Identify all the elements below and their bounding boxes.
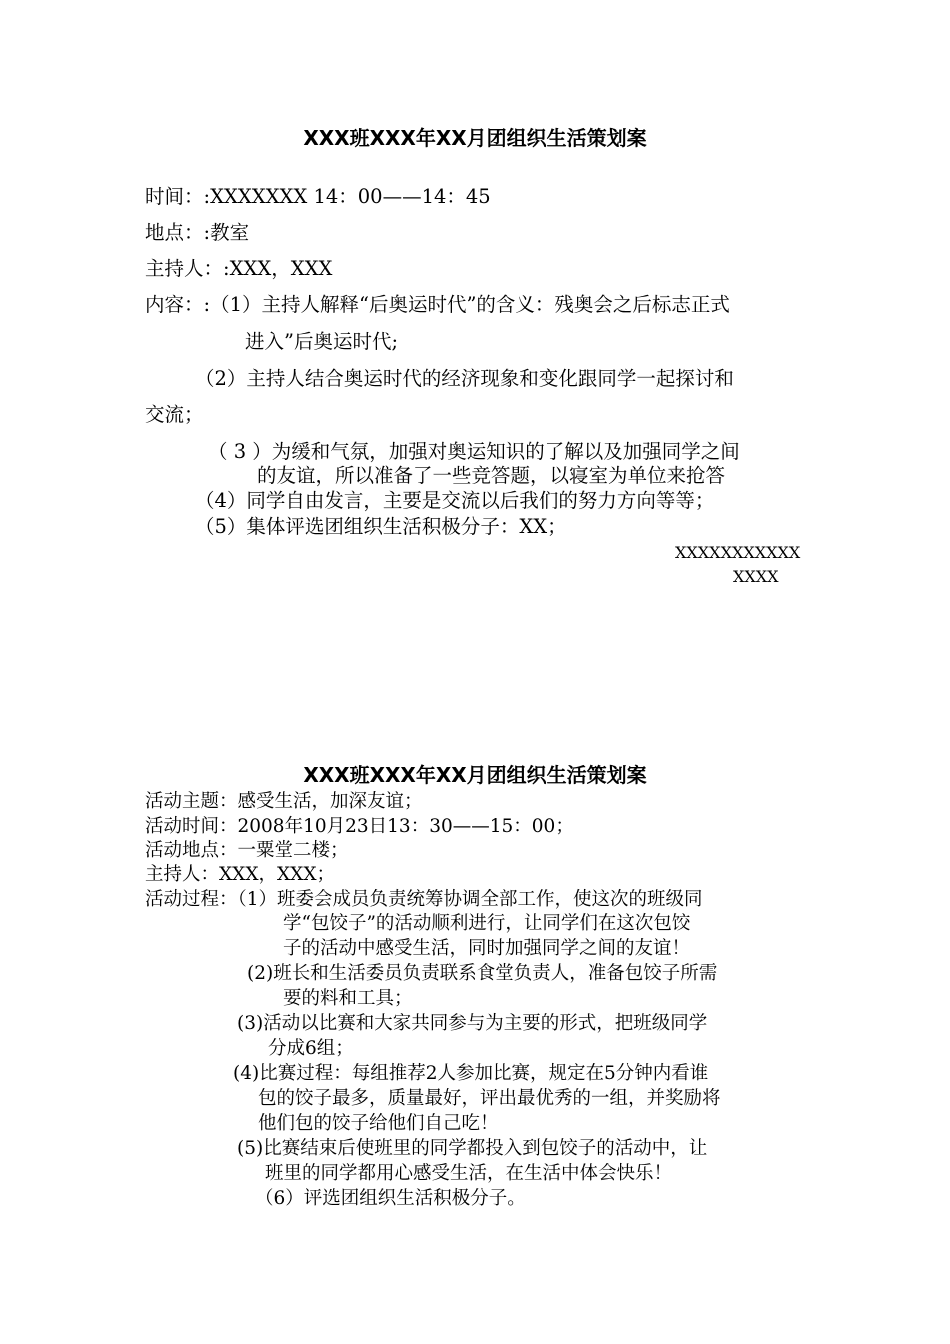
plan-1-content-item-1: 内容：:（1）主持人解释“后奥运时代”的含义：残奥会之后标志正式	[145, 293, 730, 316]
plan-2-process-item-5-cont: 班里的同学都用心感受生活，在生活中体会快乐！	[265, 1163, 673, 1184]
plan-1-content-item-2: （2）主持人结合奥运时代的经济现象和变化跟同学一起探讨和	[195, 367, 734, 390]
plan-2-process-item-1: 活动过程：（1）班委会成员负责统筹协调全部工作，使这次的班级同	[145, 889, 703, 910]
plan-1-signature-org: XXXXXXXXXXX	[675, 543, 801, 562]
plan-1-content-item-1-cont: 进入”后奥运时代;	[245, 330, 399, 353]
plan-1-host: 主持人：:XXX，XXX	[145, 257, 333, 280]
plan-2-process-item-6: （6）评选团组织生活积极分子。	[255, 1188, 526, 1209]
plan-2-process-item-3: (3)活动以比赛和大家共同参与为主要的形式，把班级同学	[237, 1013, 708, 1034]
plan-2-process-item-4: (4)比赛过程：每组推荐2人参加比赛，规定在5分钟内看谁	[233, 1063, 709, 1084]
plan-2-process-item-2-cont: 要的料和工具；	[283, 988, 413, 1009]
plan-2-theme: 活动主题：感受生活，加深友谊；	[145, 791, 423, 812]
plan-2-process-item-2: (2)班长和生活委员负责联系食堂负责人，准备包饺子所需	[247, 963, 718, 984]
plan-1-content-item-2-cont: 交流；	[145, 403, 204, 426]
plan-2-title: XXX班XXX年XX月团组织生活策划案	[303, 763, 647, 787]
plan-2-process-item-4-cont2: 他们包的饺子给他们自己吃！	[258, 1113, 499, 1134]
plan-1-place: 地点：:教室	[145, 221, 250, 244]
plan-2-process-item-1-cont: 学“包饺子”的活动顺利进行，让同学们在这次包饺	[283, 913, 691, 934]
plan-1-content-item-3-cont: 的友谊，所以准备了一些竞答题，以寝室为单位来抢答	[257, 464, 726, 487]
plan-2-host: 主持人：XXX，XXX；	[145, 864, 336, 885]
plan-1-content-item-5: （5）集体评选团组织生活积极分子：XX；	[195, 515, 567, 538]
plan-2-process-item-4-cont: 包的饺子最多，质量最好，评出最优秀的一组，并奖励将	[258, 1088, 721, 1109]
plan-2-place: 活动地点：一粟堂二楼；	[145, 840, 349, 861]
plan-2-process-item-1-cont2: 子的活动中感受生活，同时加强同学之间的友谊！	[283, 938, 691, 959]
plan-1-content-item-3: （ 3 ）为缓和气氛，加强对奥运知识的了解以及加强同学之间	[208, 440, 740, 463]
plan-1-signature-date: XXXX	[733, 567, 779, 586]
plan-2-process-item-3-cont: 分成6组；	[268, 1038, 354, 1059]
plan-1-time: 时间：:XXXXXXX 14：00——14：45	[145, 185, 491, 208]
plan-2-process-item-5: (5)比赛结束后使班里的同学都投入到包饺子的活动中，让	[237, 1138, 708, 1159]
plan-1-title: XXX班XXX年XX月团组织生活策划案	[303, 126, 647, 150]
plan-1-content-item-4: （4）同学自由发言，主要是交流以后我们的努力方向等等；	[195, 489, 715, 512]
plan-2-time: 活动时间：2008年10月23日13：30——15：00；	[145, 816, 574, 837]
